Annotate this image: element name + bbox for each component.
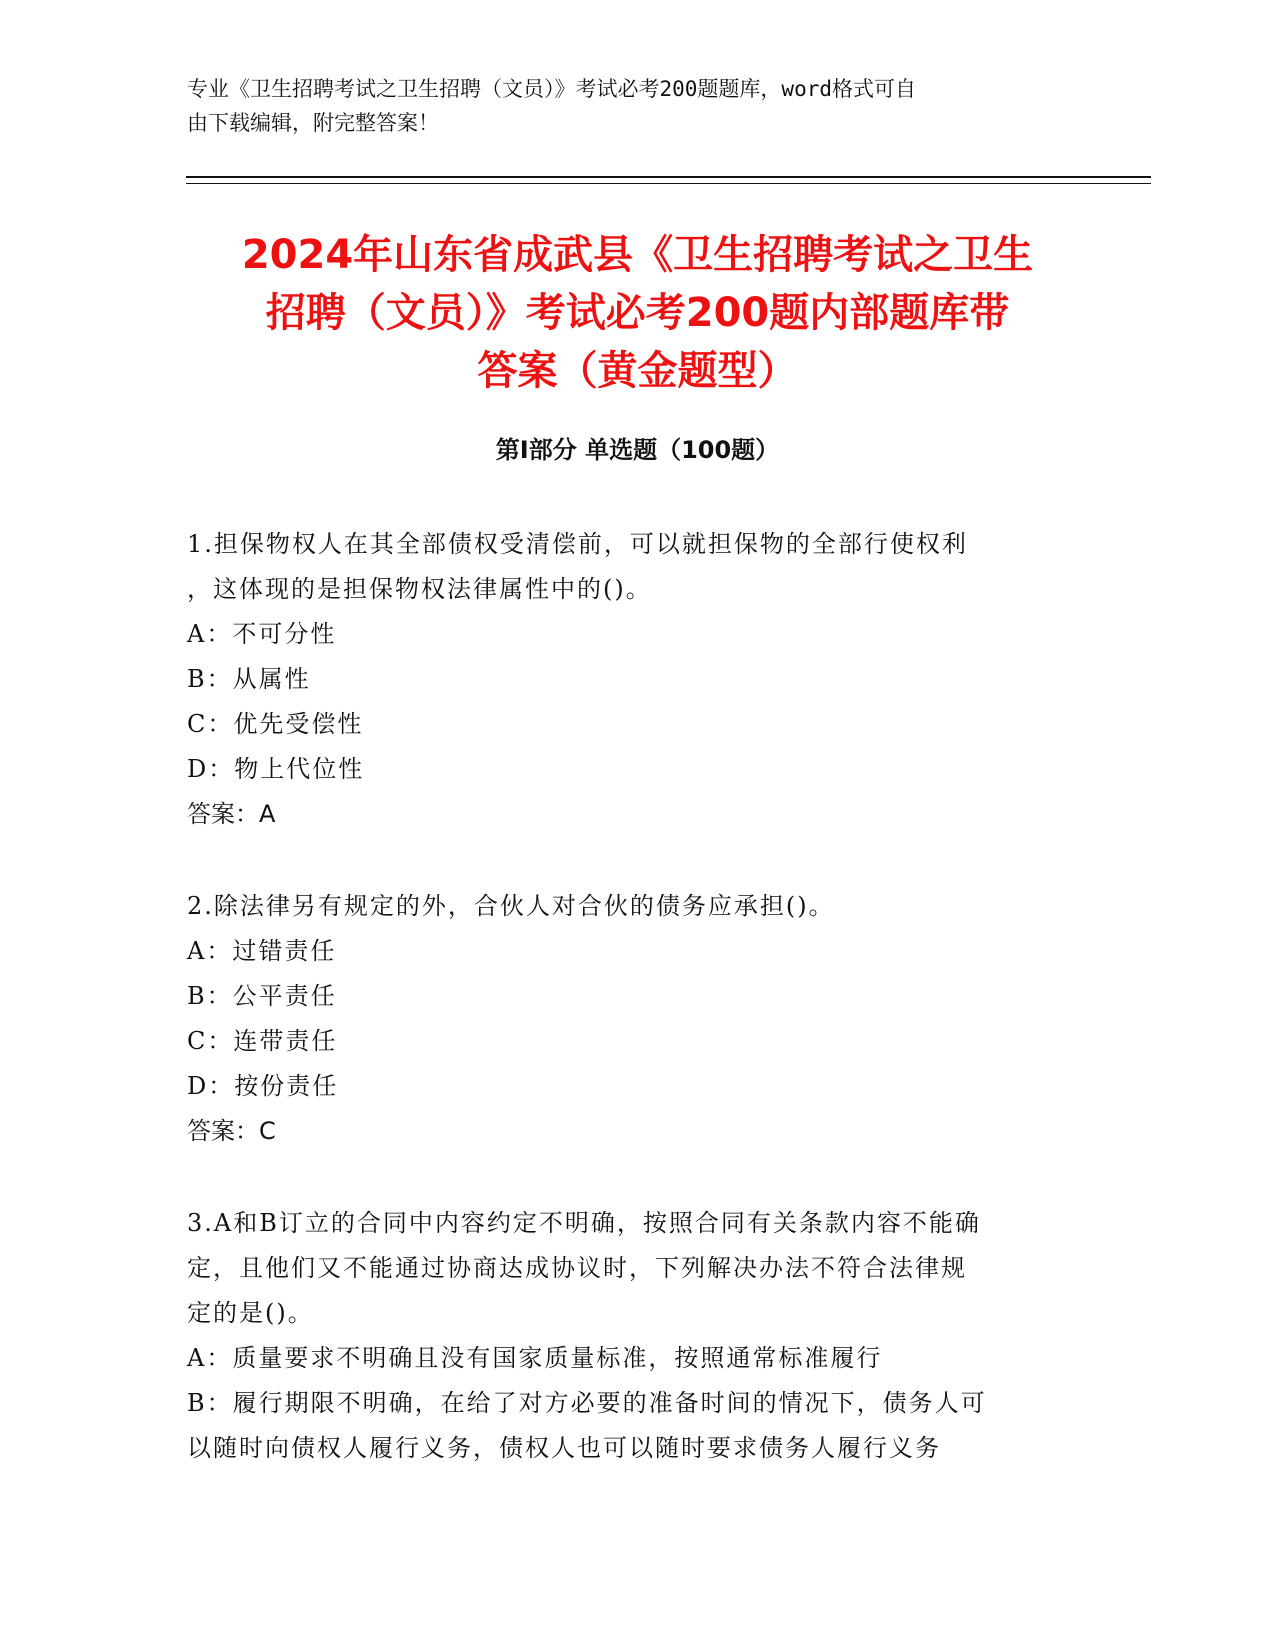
option-b: B：履行期限不明确，在给了对方必要的准备时间的情况下，债务人可 以随时向债权人履行义务，债权人也可以随时要求债务人履行义务 (187, 1389, 987, 1462)
header-rule-thick (186, 176, 1151, 178)
option-a: A：质量要求不明确且没有国家质量标准，按照通常标准履行 (187, 1344, 883, 1372)
question-2 (187, 884, 1087, 1154)
option-d: D：按份责任 (187, 1072, 339, 1100)
document-title (170, 226, 1105, 400)
question-stem: 3.A和B订立的合同中内容约定不明确，按照合同有关条款内容不能确 定，且他们又不能通过协商达成协议时，下列解决办法不符合法律规 定的是()。 (187, 1209, 981, 1327)
question-stem: 2.除法律另有规定的外，合伙人对合伙的债务应承担()。 (187, 892, 835, 920)
document-title-text: 2024年山东省成武县《卫生招聘考试之卫生 招聘（文员）》考试必考200题内部题库带 答案（黄金题型） (241, 232, 1034, 394)
option-b: B：公平责任 (187, 982, 337, 1010)
question-3 (187, 1201, 1087, 1471)
question-1 (187, 522, 1087, 837)
header-rule-thin (186, 183, 1151, 184)
option-a: A：不可分性 (187, 620, 337, 648)
option-c: C：优先受偿性 (187, 710, 364, 738)
section-title: 第I部分 单选题（100题） (495, 436, 780, 464)
header-note: 专业《卫生招聘考试之卫生招聘（文员）》考试必考200题题库，word格式可自 由下载编辑，附完整答案！ (187, 77, 916, 135)
question-list (187, 522, 1087, 1518)
option-b: B：从属性 (187, 665, 311, 693)
question-stem: 1.担保物权人在其全部债权受清偿前，可以就担保物的全部行使权利 ，这体现的是担保物权法律属性中的()。 (187, 530, 968, 603)
answer: 答案：C (187, 1117, 276, 1145)
option-a: A：过错责任 (187, 937, 337, 965)
option-d: D：物上代位性 (187, 755, 365, 783)
answer: 答案：A (187, 800, 276, 828)
option-c: C：连带责任 (187, 1027, 338, 1055)
